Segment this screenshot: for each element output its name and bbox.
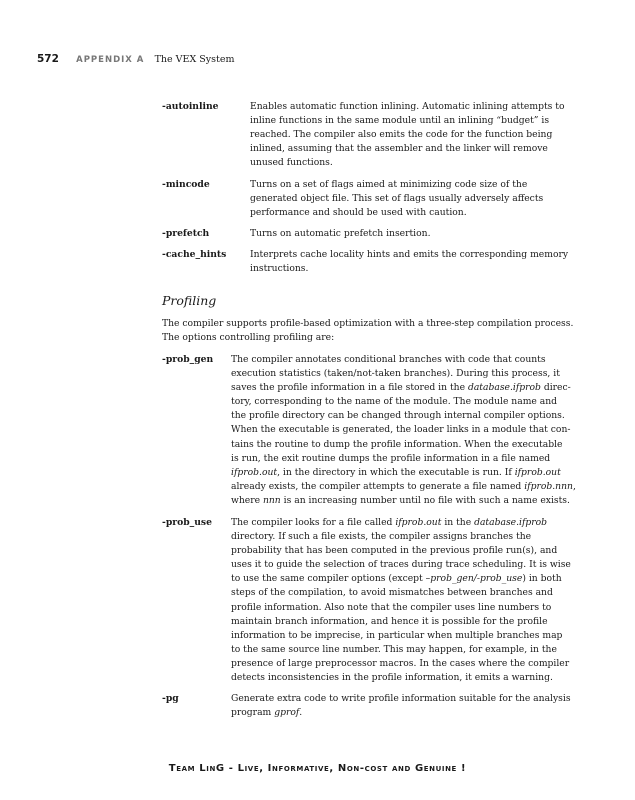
running-title: The VEX System	[154, 54, 235, 65]
description-line: The compiler annotates conditional branches with code that counts	[231, 354, 546, 365]
option-description	[231, 692, 596, 720]
description-line: where nnn is an increasing number until no file with such a name exists.	[231, 494, 570, 506]
description-line: saves the profile information in a file stored in the database.ifprob direc-	[231, 382, 571, 394]
description-line: directory. If such a file exists, the compiler assigns branches the	[231, 531, 532, 543]
description-line: information to be imprecise, in particular when multiple branches map	[231, 629, 563, 641]
description-line: tains the routine to dump the profile information. When the executable	[231, 438, 563, 450]
description-line: to use the same compiler options (except –prob_gen/-prob_use) in both	[231, 573, 562, 585]
option-description	[231, 353, 596, 508]
option-name: -autoinline	[162, 101, 219, 112]
description-line: to the same source line number. This may happen, for example, in the	[231, 643, 557, 655]
description-line: inlined, assuming that the assembler and the linker will remove	[250, 143, 548, 155]
description-line: steps of the compilation, to avoid mismatches between branches and	[231, 587, 553, 599]
description-line: When the executable is generated, the loader links in a module that con-	[231, 424, 571, 436]
appendix-label: APPENDIX A	[76, 55, 145, 65]
section-intro	[162, 317, 573, 345]
description-line: is run, the exit routine dumps the profile information in a file named	[231, 452, 551, 464]
option-name: -prob_use	[162, 517, 212, 528]
description-line: inline functions in the same module until an inlining “budget” is	[250, 115, 550, 127]
option-description	[250, 100, 595, 170]
description-line: instructions.	[250, 263, 309, 275]
description-line: probability that has been computed in the previous profile run(s), and	[231, 545, 558, 557]
option-name: -prefetch	[162, 228, 210, 239]
intro-line: The options controlling profiling are:	[162, 332, 335, 344]
description-line: reached. The compiler also emits the code for the function being	[250, 129, 553, 141]
description-line: execution statistics (taken/not-taken branches). During this process, it	[231, 368, 560, 380]
description-line: Turns on a set of flags aimed at minimizing code size of the	[250, 179, 528, 190]
running-header	[37, 52, 234, 67]
description-line: program gprof.	[231, 707, 303, 719]
option-name: -mincode	[162, 179, 210, 190]
description-line: Interprets cache locality hints and emits the corresponding memory	[250, 249, 569, 260]
option-name: -pg	[162, 693, 179, 704]
description-line: Turns on automatic prefetch insertion.	[250, 228, 431, 239]
description-line: performance and should be used with caution.	[250, 207, 467, 219]
description-line: the profile directory can be changed through internal compiler options.	[231, 410, 565, 422]
intro-line: The compiler supports profile-based optimization with a three-step compilation process.	[162, 318, 574, 329]
option-description	[250, 178, 595, 220]
description-line: Enables automatic function inlining. Automatic inlining attempts to	[250, 101, 565, 112]
footer-banner: Team LinG - Live, Informative, Non-cost and Genuine !	[168, 763, 467, 774]
description-line: already exists, the compiler attempts to generate a file named ifprob.nnn,	[231, 480, 576, 492]
description-line: profile information. Also note that the compiler uses line numbers to	[231, 601, 552, 613]
page-number: 572	[37, 53, 59, 65]
description-line: presence of large preprocessor macros. In the cases where the compiler	[231, 657, 570, 669]
option-name: -cache_hints	[162, 249, 227, 260]
description-line: Generate extra code to write profile information suitable for the analysis	[231, 693, 571, 704]
description-line: ifprob.out, in the directory in which the executable is run. If ifprob.out	[231, 466, 561, 478]
option-description	[231, 516, 596, 685]
description-line: generated object file. This set of flags usually adversely affects	[250, 193, 544, 205]
description-line: tory, corresponding to the name of the module. The module name and	[231, 396, 558, 408]
description-line: uses it to guide the selection of traces during trace scheduling. It is wise	[231, 559, 571, 571]
description-line: maintain branch information, and hence it is possible for the profile	[231, 615, 548, 627]
option-description	[250, 248, 595, 276]
description-line: detects inconsistencies in the profile information, it emits a warning.	[231, 672, 553, 684]
option-name: -prob_gen	[162, 354, 214, 365]
description-line: The compiler looks for a file called ifprob.out in the database.ifprob	[231, 517, 548, 528]
option-description	[250, 227, 595, 241]
description-line: unused functions.	[250, 157, 333, 169]
section-heading-profiling: Profiling	[162, 293, 217, 308]
